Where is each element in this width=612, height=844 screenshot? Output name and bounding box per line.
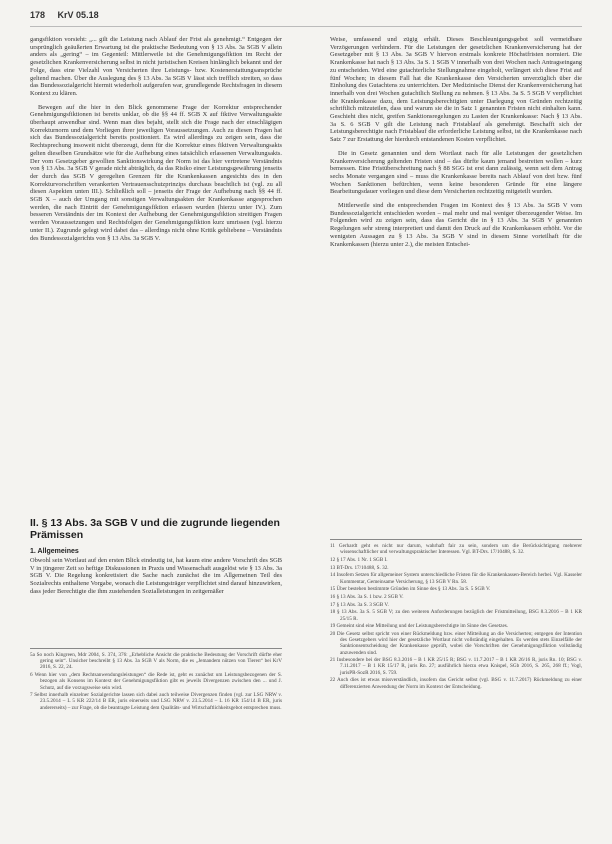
left-footnotes: [30, 648, 282, 712]
section-heading: II. § 13 Abs. 3a SGB V und die zugrunde liegenden Prämissen: [30, 517, 280, 541]
right-footnotes: [330, 539, 582, 691]
page-header: [30, 10, 582, 27]
paragraph: Die in Gesetz genannten und dem Wortlaut nach für alle Leistungen der gesetzlichen Krankenversicherung geltenden Fristen sind – das dürfte kaum jemand bestreiten wollen – kurz bemessen. Eine Fristüberschreitung nach § 88 SGG ist erst dann zulässig, wenn seit dem Antrag sechs Monate vergangen sind – muss die Krankenkasse bereits nach Ablauf von drei bzw. fünf Wochen Sanktionen befürchten, wenn keine besonderen Gründe für eine längere Bearbeitungsdauer vorliegen und diese dem Versicherten rechtzeitig mitgeteilt wurden.: [330, 149, 582, 196]
footnote: 15 Über bestehen bestimmte Gründen im Sinne des § 13 Abs. 3a S. 5 SGB V.: [330, 586, 491, 593]
footnote: 13 BT-Drs. 17/10488, S. 32.: [330, 564, 389, 571]
paragraph: Weise, umfassend und zügig erhält. Dieses Beschleunigungsgebot soll vermeidbare Verzögerungen verhindern. Für die Leistungen der gesetzlichen Krankenversicherung hat der Gesetzgeber mit § 13 Abs. 3a SGB V hiervon erstmals konkrete Höchstfristen normiert. Die Krankenkasse hat nach § 13 Abs. 3a S. 1 SGB V innerhalb von drei Wochen nach Antragseingang zu entscheiden. Wird eine gutachterliche Stellungnahme eingeholt, verlängert sich diese Frist auf fünf Wochen; in diesem Fall hat die Krankenkasse den Versicherten unverzüglich über die Einholung des Gutachtens zu unterrichten. Der Medizinische Dienst der Krankenversicherung hat innerhalb von drei Wochen gutachtlich Stellung zu nehmen. § 13 Abs. 3a S. 5 SGB V verpflichtet die Krankenkasse dazu, dem Leistungsberechtigten unter Darlegung von Gründen rechtzeitig schriftlich mitzuteilen, dass und warum sie die in Satz 1 genannten Fristen nicht einhalten kann. Geschieht dies nicht, greifen Sanktionsregelungen zu Lasten der Krankenkasse: Nach § 13 Abs. 3a S. 6 SGB V gilt die Leistung nach Fristablauf als genehmigt. Beschafft sich der Leistungsberechtigte nach Fristablauf die erforderliche Leistung selbst, ist die Krankenkasse nach Satz 7 zur Erstattung der hierdurch entstandenen Kosten verpflichtet.: [330, 36, 582, 144]
journal-name: KrV 05.18: [57, 10, 99, 20]
footnote: 5a So noch Kingreen, Mdr 2004, S. 374, 376: „Erhebliche Ansicht die praktische Bedeutung der Vorschrift dürfte eher gering sein“. Unsicher beschreibt § 13 Abs. 3a SGB V als Norm, die es „Jemandem nützen von Tieren“ bei KrV 2016, S. 22, 24.: [30, 652, 282, 671]
page-number: 178: [30, 10, 46, 20]
footnote: 12 § 17 Abs. 1 Nr. 1 SGB I.: [330, 556, 388, 563]
footnote: 20 Die Gesetz selbst spricht von einer Rückmeldung bzw. einer Mitteilung an die Versicherten; entgegen der Intention des Gesetzgebers wird hier der gesetzliche Wortlaut nicht vollständig eingehalten. Es werden stets Einzelfälle der Sanktionsentscheidung der Krankenkasse geprüft, wobei die Vorschriften der Genehmigungsfiktion vollständig anzuwenden sind.: [330, 630, 582, 656]
left-column-top: [30, 36, 282, 248]
footnote: 11 Gerhardt geht es nicht nur darum, wahrhaft fair zu sein, sondern um die Berücksichtigung mehrerer wissenschaftlicher und verwaltungspraktischer Interessen. Vgl. BT-Drs. 17/10488, S. 32.: [330, 543, 582, 556]
paragraph: gangsfiktion vorsieht: „... gilt die Leistung nach Ablauf der Frist als genehmigt.“ Entgegen der ursprünglich geäußerten Erwartung ist die praktische Bedeutung von § 13 Abs. 3a SGB V allein anders als „gering“ – im Gegenteil: Mittlerweile ist die Genehmigungsfiktion im Recht der gesetzlichen Krankenversicherung selbst in nicht juristischen Kreisen hinlänglich bekannt und der Folge, dass eine Vielzahl von Versicherten ihre Leistungs- bzw. Kostenerstattungsansprüche geltend machen. Über die Auslegung des § 13 Abs. 3a SGB V lässt sich trefflich streiten, so dass das Bundessozialgericht hiermit wiederholt aufgerufen war, grundlegende Rechtsfragen in diesem Kontext zu klären.: [30, 36, 282, 97]
footnote: 17 § 13 Abs. 3a S. 3 SGB V.: [330, 601, 389, 608]
right-column: [330, 36, 582, 254]
paragraph: Mittlerweile sind die entsprechenden Fragen im Kontext des § 13 Abs. 3a SGB V vom Bundessozialgericht entschieden worden – mal mehr und mal weniger überzeugender Weise. Im Folgenden wird zu zeigen sein, dass das Gericht die in § 13 Abs. 3a SGB V genannten Regelungen sehr streng interpretiert und damit den Druck auf die Krankenkassen erhöht. Vor die wenigsten Aussagen zu § 13 Abs. 3a SGB V sind in diesem Sinne vorteilhaft für die Krankenkassen (hierzu unter 2.), die meisten Entschei-: [330, 202, 582, 248]
footnote: 21 Insbesondere bei der BSG 8.3.2016 – B 1 KR 25/15 R; BSG v. 11.7.2017 – B 1 KR 26/16 R, juris Rn. 10; BSG v. 7.11.2017 – B 1 KR 15/17 R, juris Rn. 27; ausführlich hierzu etwa Knispel, SGb 2016, S. 265, 268 ff.; Vogl, jurisPR-SozR 2016, S. 759.: [330, 657, 582, 676]
footnote: 6 Wenn hier von „dem Rechtsanwendungsleistungen“ die Rede ist, geht es zunächst um Leistungsbezogenen der S. bezogen als Konsens im Kontext der Genehmigungsfiktion gibt es jeweils Divergenzen zwischen den ... und J. Schutz, auf die vorzugsweise sein wird.: [30, 672, 282, 691]
footnote: 14 Insofern Setzen für allgemeiner System unterschiedliche Fristen für die Krankenkassen-Bereich herbei. Vgl. Kasseler Kommentar, Gemeinsame Versicherung, § 13 SGB V Rn. 58.: [330, 572, 582, 585]
subsection-heading: 1. Allgemeines: [30, 548, 79, 555]
footnote: 22 Auch dies ist etwas missverständlich, insofern das Gericht selbst (vgl. BSG v. 11.7.2017) Rückmeldung zu einer differenzierten Anwendung der Norm im Kontext der Entscheidung.: [330, 677, 582, 690]
footnote: 16 § 13 Abs. 3a S. 1 bzw. 2 SGB V.: [330, 593, 404, 600]
paragraph: Obwohl sein Wortlaut auf den ersten Blick eindeutig ist, hat kaum eine andere Vorschrift des SGB V in jüngerer Zeit so heftige Diskussionen in Praxis und Wissenschaft ausgelöst wie § 13 Abs. 3a SGB V. Die Regelung konkretisiert die Sache nach zunächst die im Allgemeinen Teil des Sozialrechts enthaltene Vorgabe, wonach die Leistungsträger verpflichtet sind darauf hinzuwirken, dass jeder Berechtigte die ihm zustehenden Sozialleistungen in zeitgemäßer: [30, 557, 282, 595]
left-column-lower: [30, 557, 282, 602]
footnote: 7 Selbst innerhalb einzelner Sozialgerichte lassen sich dabei auch teilweise Divergenzen finden (vgl. zur LSG NRW v. 23.5.2014 – L 5 KR 222/14 B ER, juris einerseits und LSG NRW v. 23.5.2014 – L 16 KR 154/14 B ER, juris andererseits) – zur Frage, ob die beantragte Leistung dem Qualitäts- und Wirtschaftlichkeitsgebot entsprechen muss.: [30, 692, 282, 711]
footnote: 19 Gemeint sind eine Mitteilung und der Leistungsberechtigte im Sinne des Gesetzes.: [330, 623, 509, 630]
footnote: 18 § 13 Abs. 3a S. 5 SGB V; zu den weiteren Anforderungen bezüglich der Fristmitteilung, BSG 8.3.2016 – B 1 KR 25/15 R.: [330, 609, 582, 622]
paragraph: Bewegen auf die hier in den Blick genommene Frage der Korrektur entsprechender Genehmigungsfiktionen ist bereits unklar, ob die §§ 44 ff. SGB X auf fiktive Verwaltungsakte überhaupt anwendbar sind. Wenn man dies bejaht, stellt sich die Frage nach der einschlägigen Korrekturnorm und dem Vorliegen ihrer jeweiligen Voraussetzungen. Auch zu diesen Fragen hat sich das Bundessozialgericht bereits positioniert. Es wird allerdings zu zeigen sein, dass die Rechtsprechung insoweit nicht überzeugt, denn für die Korrektur eines fiktiven Verwaltungsakts gelten dieselben Grundsätze wie für die Aufhebung eines tatsächlich erlassenen Verwaltungsakts. Der vom Gesetzgeber gewollten Sanktionswirkung der Norm ist das hier vertretene Verständnis von § 13 Abs. 3a SGB V gerade nicht abträglich, da das Risiko einer Leistungsgewährung jenseits der durch das SGB V geregelten Grenzen für die Krankenkassen angesichts des in den Korrekturvorschriften verankerten Vertrauensschutzprinzips durchaus beachtlich ist (vgl. zu all diesen Aspekten unten III.). Schließlich soll – jenseits der Frage der Aufhebung nach §§ 44 ff. SGB X – auch der Umgang mit sonstigen Verwaltungsakten der Krankenkasse angesprochen werden, die nach Eintritt der Genehmigungsfiktion erlassen wurden (hierzu unter IV.). Zum besseren Verständnis der im Kontext der Aufhebung der Genehmigungsfiktion streitigen Fragen werden Voraussetzungen und Rechtsfolgen der Genehmigungsfiktion kurz umrissen (vgl. hierzu unter II.). Zugrunde gelegt wird dabei das – allerdings nicht ohne Kritik gebliebene – Verständnis des Bundessozialgerichts von § 13 Abs. 3a SGB V.: [30, 103, 282, 242]
